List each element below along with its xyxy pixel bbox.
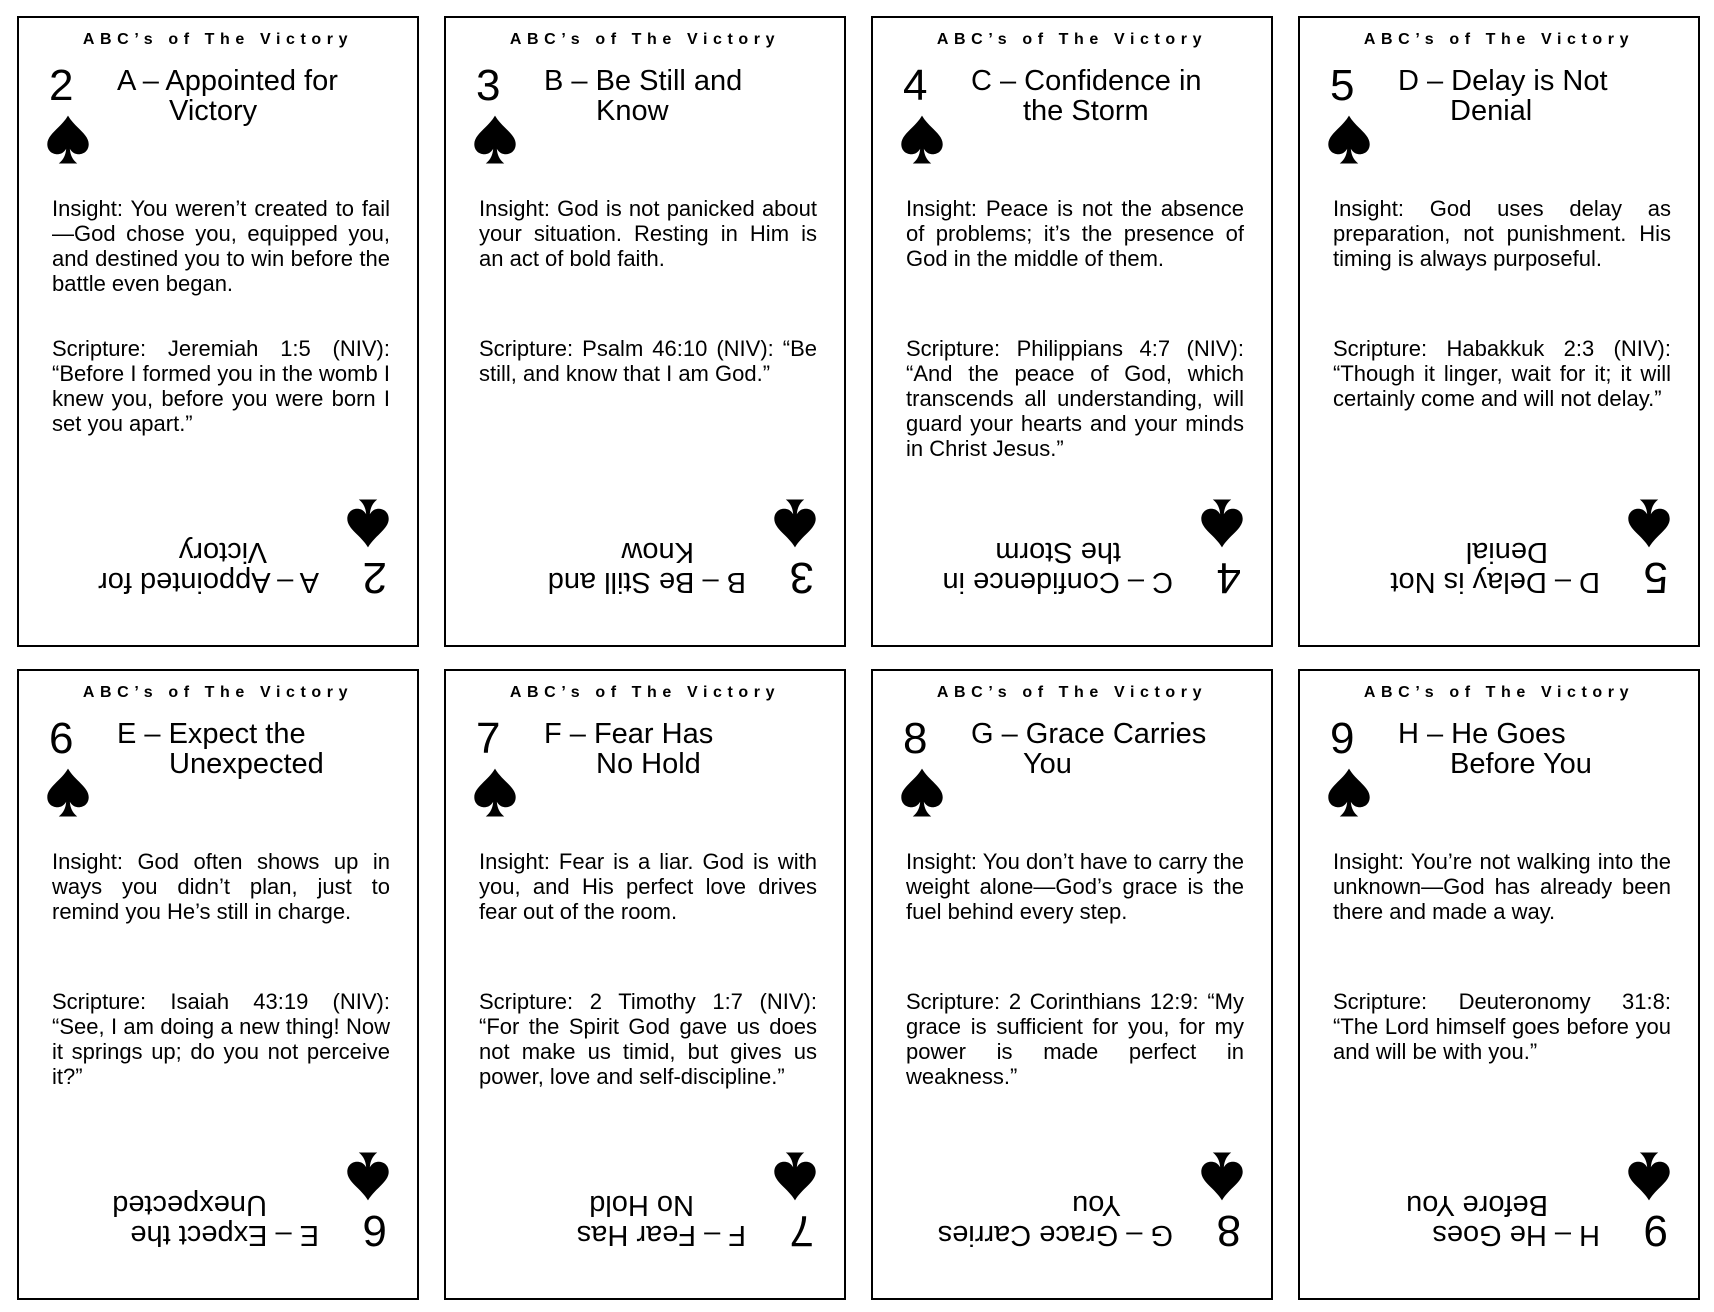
card-title-line1: G – Grace Carries bbox=[971, 718, 1207, 750]
card-rank: 8 bbox=[903, 714, 928, 763]
card-rank-inverted: 6 bbox=[362, 1206, 387, 1255]
card-title-line1-inverted: C – Confidence in bbox=[942, 566, 1173, 598]
card-header: ABC’s of The Victory bbox=[82, 684, 354, 701]
spade-icon bbox=[899, 114, 945, 166]
card-rank-inverted: 8 bbox=[1216, 1206, 1241, 1255]
card-title-line2: Denial bbox=[1450, 95, 1533, 127]
spade-icon bbox=[45, 767, 91, 819]
card-title-line2: Unexpected bbox=[169, 748, 324, 780]
card-insight: Insight: God is not panicked about your situation. Resting in Him is an act of bold faith. bbox=[479, 196, 817, 271]
card-title bbox=[971, 719, 1261, 779]
spade-icon bbox=[345, 497, 391, 549]
card-title-line2-inverted: Before You bbox=[1406, 1189, 1548, 1221]
card-rank-inverted: 4 bbox=[1216, 553, 1241, 602]
card-title-line2: No Hold bbox=[596, 748, 701, 780]
card-rank: 7 bbox=[476, 714, 501, 763]
card-title-inverted bbox=[456, 1190, 746, 1250]
card-title-line1-inverted: A – Appointed for bbox=[98, 566, 319, 598]
card-title-line2: You bbox=[1023, 748, 1072, 780]
card-scripture: Scripture: Habakkuk 2:3 (NIV): “Though it linger, wait for it; it will certainly come and will not delay.” bbox=[1333, 336, 1671, 411]
card-insight: Insight: God uses delay as preparation, not punishment. His timing is always purposeful. bbox=[1333, 196, 1671, 271]
card-3-spades bbox=[444, 16, 846, 647]
card-title-line2-inverted: the Storm bbox=[995, 536, 1121, 568]
card-title-line1-inverted: B – Be Still and bbox=[547, 566, 746, 598]
card-header: ABC’s of The Victory bbox=[1363, 31, 1635, 48]
card-title-line1: H – He Goes bbox=[1398, 718, 1566, 750]
card-6-spades bbox=[17, 669, 419, 1300]
card-title-line1: D – Delay is Not bbox=[1398, 65, 1608, 97]
card-title-line1: E – Expect the bbox=[117, 718, 306, 750]
card-rank: 5 bbox=[1330, 61, 1355, 110]
spade-icon bbox=[772, 1150, 818, 1202]
card-insight: Insight: God often shows up in ways you didn’t plan, just to remind you He’s still in charge. bbox=[52, 849, 390, 924]
spade-icon bbox=[345, 1150, 391, 1202]
card-insight: Insight: You don’t have to carry the weight alone—God’s grace is the fuel behind every step. bbox=[906, 849, 1244, 924]
card-title bbox=[544, 719, 834, 779]
spade-icon bbox=[1326, 767, 1372, 819]
card-header: ABC’s of The Victory bbox=[936, 684, 1208, 701]
card-insight: Insight: Fear is a liar. God is with you, and His perfect love drives fear out of the room. bbox=[479, 849, 817, 924]
card-header: ABC’s of The Victory bbox=[1363, 684, 1635, 701]
card-title bbox=[117, 719, 407, 779]
card-rank-inverted: 2 bbox=[362, 553, 387, 602]
card-title-line1-inverted: H – He Goes bbox=[1432, 1219, 1600, 1251]
card-rank-inverted: 9 bbox=[1643, 1206, 1668, 1255]
card-header: ABC’s of The Victory bbox=[509, 684, 781, 701]
card-title-line1: C – Confidence in bbox=[971, 65, 1202, 97]
card-2-spades bbox=[17, 16, 419, 647]
card-title-line1: F – Fear Has bbox=[544, 718, 714, 750]
card-insight: Insight: You weren’t created to fail—God chose you, equipped you, and destined you to win before the battle even began. bbox=[52, 196, 390, 296]
card-title-line2: Before You bbox=[1450, 748, 1592, 780]
card-title bbox=[544, 66, 834, 126]
spade-icon bbox=[1199, 1150, 1245, 1202]
card-header: ABC’s of The Victory bbox=[936, 31, 1208, 48]
card-scripture: Scripture: Psalm 46:10 (NIV): “Be still, and know that I am God.” bbox=[479, 336, 817, 386]
card-9-spades bbox=[1298, 669, 1700, 1300]
card-title-line2-inverted: No Hold bbox=[589, 1189, 694, 1221]
card-rank: 6 bbox=[49, 714, 74, 763]
card-5-spades bbox=[1298, 16, 1700, 647]
card-rank-inverted: 3 bbox=[789, 553, 814, 602]
card-title-inverted bbox=[29, 537, 319, 597]
card-title-line2-inverted: You bbox=[1072, 1189, 1121, 1221]
card-title-line1: A – Appointed for bbox=[117, 65, 338, 97]
card-title bbox=[1398, 719, 1688, 779]
card-7-spades bbox=[444, 669, 846, 1300]
card-header: ABC’s of The Victory bbox=[82, 31, 354, 48]
spade-icon bbox=[899, 767, 945, 819]
card-title-line2: the Storm bbox=[1023, 95, 1149, 127]
card-4-spades bbox=[871, 16, 1273, 647]
card-rank: 4 bbox=[903, 61, 928, 110]
spade-icon bbox=[1626, 497, 1672, 549]
card-scripture: Scripture: Jeremiah 1:5 (NIV): “Before I formed you in the womb I knew you, before you were born I set you apart.” bbox=[52, 336, 390, 436]
card-rank-inverted: 7 bbox=[789, 1206, 814, 1255]
card-title bbox=[971, 66, 1261, 126]
card-title-inverted bbox=[883, 1190, 1173, 1250]
card-title-inverted bbox=[456, 537, 746, 597]
card-title-inverted bbox=[29, 1190, 319, 1250]
card-insight: Insight: Peace is not the absence of problems; it’s the presence of God in the middle of them. bbox=[906, 196, 1244, 271]
spade-icon bbox=[772, 497, 818, 549]
card-title-line2: Victory bbox=[169, 95, 258, 127]
card-scripture: Scripture: Deuteronomy 31:8: “The Lord himself goes before you and will be with you.” bbox=[1333, 989, 1671, 1064]
card-scripture: Scripture: Philippians 4:7 (NIV): “And the peace of God, which transcends all understanding, will guard your hearts and your minds in Christ Jesus.” bbox=[906, 336, 1244, 461]
spade-icon bbox=[1326, 114, 1372, 166]
card-rank: 2 bbox=[49, 61, 74, 110]
spade-icon bbox=[1626, 1150, 1672, 1202]
card-title bbox=[1398, 66, 1688, 126]
card-8-spades bbox=[871, 669, 1273, 1300]
spade-icon bbox=[1199, 497, 1245, 549]
card-title-line2: Know bbox=[596, 95, 669, 127]
card-scripture: Scripture: 2 Timothy 1:7 (NIV): “For the Spirit God gave us does not make us timid, but gives us power, love and self-discipline.” bbox=[479, 989, 817, 1089]
card-title-inverted bbox=[1310, 1190, 1600, 1250]
card-title-line2-inverted: Unexpected bbox=[112, 1189, 267, 1221]
card-title-line2-inverted: Victory bbox=[178, 536, 267, 568]
card-scripture: Scripture: Isaiah 43:19 (NIV): “See, I am doing a new thing! Now it springs up; do you not perceive it?” bbox=[52, 989, 390, 1089]
card-header: ABC’s of The Victory bbox=[509, 31, 781, 48]
spade-icon bbox=[45, 114, 91, 166]
spade-icon bbox=[472, 114, 518, 166]
card-title-line1: B – Be Still and bbox=[544, 65, 743, 97]
card-title-line1-inverted: F – Fear Has bbox=[576, 1219, 746, 1251]
card-title-inverted bbox=[883, 537, 1173, 597]
card-title-line2-inverted: Denial bbox=[1465, 536, 1548, 568]
card-rank: 3 bbox=[476, 61, 501, 110]
card-title-line1-inverted: D – Delay is Not bbox=[1390, 566, 1600, 598]
spade-icon bbox=[472, 767, 518, 819]
card-title-line1-inverted: G – Grace Carries bbox=[937, 1219, 1173, 1251]
card-insight: Insight: You’re not walking into the unknown—God has already been there and made a way. bbox=[1333, 849, 1671, 924]
card-title bbox=[117, 66, 407, 126]
card-rank-inverted: 5 bbox=[1643, 553, 1668, 602]
card-rank: 9 bbox=[1330, 714, 1355, 763]
card-title-inverted bbox=[1310, 537, 1600, 597]
card-title-line2-inverted: Know bbox=[621, 536, 694, 568]
card-title-line1-inverted: E – Expect the bbox=[130, 1219, 319, 1251]
card-scripture: Scripture: 2 Corinthians 12:9: “My grace is sufficient for you, for my power is made perfect in weakness.” bbox=[906, 989, 1244, 1089]
